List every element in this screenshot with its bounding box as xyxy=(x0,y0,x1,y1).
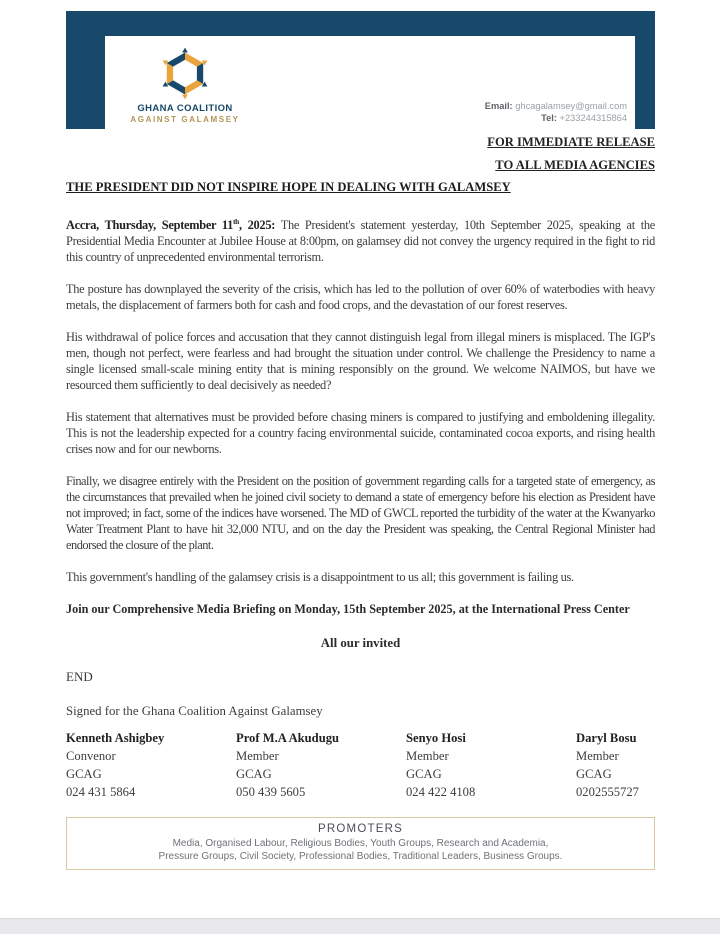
signatory-column xyxy=(576,729,655,801)
signatory-column xyxy=(236,729,406,801)
release-line-1: FOR IMMEDIATE RELEASE xyxy=(487,135,655,149)
signatory-role: Member xyxy=(236,749,279,764)
signatory-name: Senyo Hosi xyxy=(406,731,466,746)
logo-text-line2: AGAINST GALAMSEY xyxy=(130,115,240,124)
paragraph-dateline xyxy=(66,214,655,265)
promoters-line-1: Media, Organised Labour, Religious Bodies, Youth Groups, Research and Academia, xyxy=(172,838,549,850)
tel-label: Tel: xyxy=(541,112,557,123)
signatory-name: Kenneth Ashigbey xyxy=(66,731,165,746)
page-title: THE PRESIDENT DID NOT INSPIRE HOPE IN DEALING WITH GALAMSEY xyxy=(66,180,511,194)
signatory-column xyxy=(66,729,236,801)
signatory-name: Prof M.A Akudugu xyxy=(236,731,339,746)
signed-line: Signed for the Ghana Coalition Against Galamsey xyxy=(66,704,323,719)
signatory-phone: 024 431 5864 xyxy=(66,785,136,800)
signatory-phone: 050 439 5605 xyxy=(236,785,306,800)
signatory-phone: 024 422 4108 xyxy=(406,785,476,800)
tel-value: +233244315864 xyxy=(556,112,627,123)
signatory-column xyxy=(406,729,576,801)
signatories xyxy=(66,729,655,801)
signatory-name: Daryl Bosu xyxy=(576,731,637,746)
dateline-lead: Accra, Thursday, September 11th, 2025: xyxy=(66,217,276,233)
signatory-phone: 0202555727 xyxy=(576,785,639,800)
paragraph-disappointment: This government's handling of the galamsey crisis is a disappointment to us all; this government is failing us. xyxy=(66,570,574,585)
end-marker: END xyxy=(66,669,93,685)
signatory-org: GCAG xyxy=(406,767,442,782)
promoters-box xyxy=(66,817,655,870)
signatory-role: Member xyxy=(576,749,619,764)
email-label: Email: xyxy=(484,101,513,111)
dateline-rest: The President's statement yesterday, 10th September 2025, speaking at the Presidential Media Encounter at Jubilee House at 8:00pm, on galamsey did not convey the urgency required in the fight to rid this country of unprecedented environmental terrorism. xyxy=(66,218,655,265)
paragraph-alternatives: His statement that alternatives must be provided before chasing miners is compared to justifying and emboldening illegality. This is not the leadership expected for a country facing environmental suicide, contaminated cocoa exports, and rising health crises now and for our newborns. xyxy=(66,410,655,457)
paragraph-state-of-emergency: Finally, we disagree entirely with the President on the position of government regarding calls for a targeted state of emergency, as the circumstances that prevailed when he joined civil society to demand a state of emergency before his election as President have not improved; in fact, some of the indices have worsened. The MD of GWCL reported the turbidity of the water at the Kwanyarko Water Treatment Plant to have hit 32,000 NTU, and on the day the President was speaking, the Central Regional Minister had endorsed the closure of the plant. xyxy=(66,474,655,553)
signatory-org: GCAG xyxy=(576,767,612,782)
email-value: ghcagalamsey@gmail.com xyxy=(512,101,627,111)
all-invited-line: All our invited xyxy=(320,636,401,651)
signatory-role: Convenor xyxy=(66,749,116,764)
page-bottom-edge xyxy=(0,918,720,934)
promoters-line-2: Pressure Groups, Civil Society, Professional Bodies, Traditional Leaders, Business Groups. xyxy=(158,851,563,863)
paragraph-police-withdrawal: His withdrawal of police forces and accusation that they cannot distinguish legal from illegal miners is misplaced. The IGP's men, though not perfect, were fearless and had brought the situation under control. We challenge the Presidency to name a single licensed small-scale mining entity that is mining responsibly on the ground. We welcome NAIMOS, but have we resourced them sufficiently to deal decisively as needed? xyxy=(66,330,655,393)
signatory-org: GCAG xyxy=(66,767,102,782)
signatory-role: Member xyxy=(406,749,449,764)
release-line-2: TO ALL MEDIA AGENCIES xyxy=(495,158,655,172)
signatory-org: GCAG xyxy=(236,767,272,782)
paragraph-posture: The posture has downplayed the severity of the crisis, which has led to the pollution of over 60% of waterbodies with heavy metals, the displacement of farmers both for cash and food crops, and the devastation of our forest reserves. xyxy=(66,282,655,313)
logo-text-line1: GHANA COALITION xyxy=(137,103,233,114)
promoters-title: PROMOTERS xyxy=(318,823,403,836)
media-briefing-line: Join our Comprehensive Media Briefing on Monday, 15th September 2025, at the International Press Center xyxy=(66,602,630,617)
